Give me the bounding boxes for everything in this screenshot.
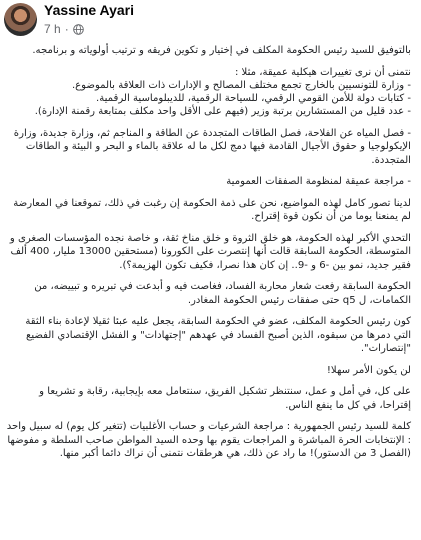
- post-paragraph: [6, 44, 411, 57]
- globe-icon: [73, 24, 84, 35]
- paragraph-line: - عدد قليل من المستشارين برتبة وزير (فيهم على الأقل واحد مكلف بمتابعة رقمنة الإدارة).: [34, 106, 411, 118]
- post-paragraph: [6, 232, 411, 272]
- post-paragraph: [6, 280, 411, 306]
- post-meta: [44, 22, 84, 36]
- author-name[interactable]: Yassine Ayari: [44, 2, 135, 18]
- paragraph-line: بالتوفيق للسيد رئيس الحكومة المكلف في إختيار و تكوين فريقه و ترتيب أولوياته و برنامجه.: [32, 45, 411, 56]
- post-paragraph: [6, 66, 411, 119]
- post-header: [0, 0, 421, 44]
- paragraph-line: - وزارة للتونسيين بالخارج تجمع مختلف المصالح و الإدارات ذات العلاقة بالموضوع.: [71, 80, 411, 91]
- paragraph-line: كون رئيس الحكومة المكلف، عضو في الحكومة السابقة، يجعل عليه عبئا ثقيلا لإعادة بناء الثقة التي دمرها من سبقوه، الذين أصبح الفساد في عهدهم "إجتهادات" و الفشل الإقتصادي الفضيع "إنتصارات".: [25, 316, 411, 354]
- paragraph-line: لدينا تصور كامل لهذه المواضيع، نحن على ذمة الحكومة إن رغبت في ذلك، تموقعنا في المعارضة لم يمنعنا يوما من أن نكون قوة إقتراح.: [13, 198, 411, 223]
- post-paragraph: [6, 364, 411, 377]
- paragraph-line: - فصل المياه عن الفلاحة، فصل الطاقات المتجددة عن الطاقة و المناجم ثم، وزارة جديدة، وزارة الإيكولوجيا و حقوق الأجيال القادمة فيها دمج لكل ما له علاقة بالماء و البحر و البيئة و الطاقات المتجددة.: [13, 128, 411, 166]
- avatar[interactable]: [4, 3, 37, 36]
- post-paragraph: [6, 197, 411, 223]
- paragraph-line: - كتابات دولة للأمن القومي الرقمي، للسياحة الرقمية، للديبلوماسية الرقمية.: [96, 93, 411, 105]
- paragraph-line: التحدي الأكبر لهذه الحكومة، هو خلق الثروة و خلق مناخ ثقة، و خاصة نجده المؤسسات الصغرى و المتوسطة، الحكومة السابقة قالت أنها إنتصرت على الكورونا (مستحقين 13000 مليار، 400 ألف فقير جديد، نمو بين -6 و -9.. إن كان هذا نصرا، فكيف تكون الهزيمة؟).: [9, 233, 411, 271]
- meta-separator: ·: [64, 22, 69, 36]
- paragraph-line: على كل، في أمل و عمل، سنتنظر تشكيل الفريق، سنتعامل معه بإيجابية، رقابة و تشريعا و إقتراحا، في كل ما ينفع الناس.: [39, 386, 411, 411]
- post-text: [6, 44, 411, 469]
- paragraph-line: - مراجعة عميقة لمنظومة الصفقات العمومية: [226, 176, 411, 188]
- paragraph-line: نتمنى أن نرى تغييرات هيكلية عميقة، مثلا :: [234, 66, 411, 78]
- paragraph-line: الحكومة السابقة رفعت شعار محاربة الفساد، فغاصت فيه و أبدعت في تبريره و تبييضه، من الكمامات، ل q5 حتى صفقات رئيس الحكومة المغادر.: [34, 281, 411, 306]
- post-paragraph: [6, 385, 411, 411]
- post-paragraph: [6, 127, 411, 167]
- paragraph-line: لن يكون الأمر سهلا!: [326, 364, 411, 376]
- post-paragraph: [6, 420, 411, 460]
- post-paragraph: [6, 315, 411, 355]
- paragraph-line: كلمة للسيد رئيس الجمهورية : مراجعة الشرعيات و حساب الأغلبيات (تتغير كل يوم) له سبيل واحد : الإنتخابات الحرة المباشرة و المراجعات يقوم بها وحده السيد المواطن صاحب السلطة و مفوضها (الفصل 3 من الدستور)! ما راد عن ذلك، هي هرطقات نتمنى أن نراك دائما أكبر منها.: [6, 421, 411, 459]
- post-paragraph: [6, 175, 411, 188]
- post-time[interactable]: 7 h: [44, 22, 61, 36]
